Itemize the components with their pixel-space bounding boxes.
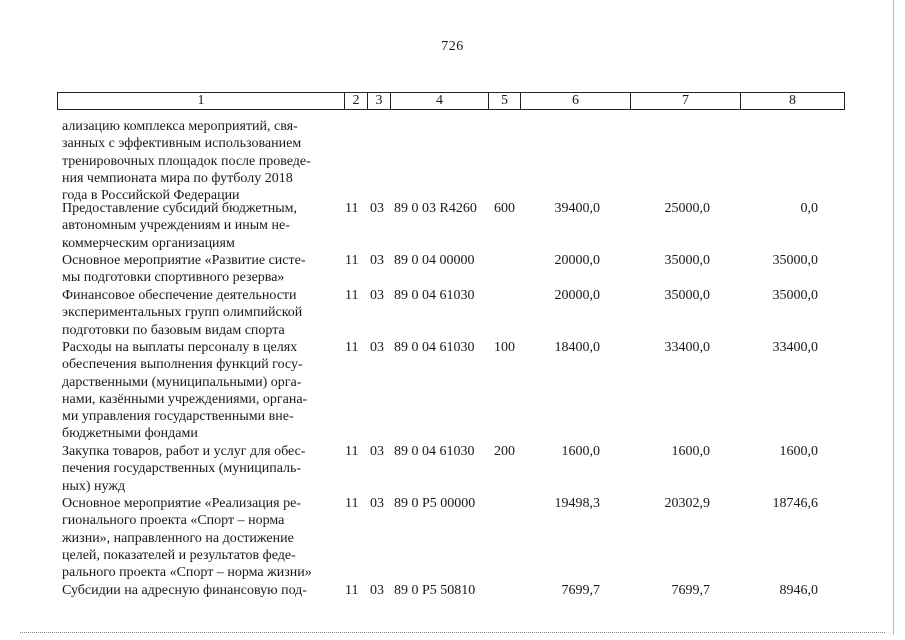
cell-amount-col8: 35000,0 <box>772 288 818 303</box>
cell-amount-col8: 33400,0 <box>772 340 818 355</box>
cell-section: 11 <box>345 288 359 303</box>
description-line: целей, показателей и результатов феде- <box>62 547 296 563</box>
cell-amount-col8: 35000,0 <box>772 253 818 268</box>
description-line: тренировочных площадок после проведе- <box>62 153 311 169</box>
cell-amount-col6: 19498,3 <box>554 496 600 511</box>
cell-section: 11 <box>345 496 359 511</box>
cell-section: 11 <box>345 583 359 598</box>
description-line: Предоставление субсидий бюджетным, <box>62 201 298 216</box>
cell-amount-col7: 1600,0 <box>671 444 710 459</box>
header-col-5: 5 <box>488 93 520 109</box>
cell-amount-col8: 1600,0 <box>779 444 818 459</box>
cell-subsection: 03 <box>370 201 384 216</box>
description-line: рального проекта «Спорт – норма жизни» <box>62 565 312 581</box>
description-line: Расходы на выплаты персоналу в целях <box>62 340 298 355</box>
description-line: Закупка товаров, работ и услуг для обес- <box>62 444 306 459</box>
cell-amount-col8: 8946,0 <box>779 583 818 598</box>
description-line: ния чемпионата мира по футболу 2018 <box>62 170 293 186</box>
description-line: подготовки по базовым видам спорта <box>62 322 285 338</box>
cell-amount-col6: 39400,0 <box>554 201 600 216</box>
cell-amount-col7: 33400,0 <box>664 340 710 355</box>
cell-expense-type: 100 <box>494 340 515 355</box>
cell-target-article: 89 0 03 R4260 <box>394 201 477 216</box>
description-line: ми управления государственными вне- <box>62 409 294 425</box>
header-col-1: 1 <box>197 93 205 108</box>
cell-target-article: 89 0 P5 50810 <box>394 583 476 598</box>
description-line: бюджетными фондами <box>62 426 198 442</box>
description-line: обеспечения выполнения функций госу- <box>62 357 303 373</box>
cell-amount-col7: 25000,0 <box>664 201 710 216</box>
cell-target-article: 89 0 P5 00000 <box>394 496 476 511</box>
description-line: мы подготовки спортивного резерва» <box>62 270 285 286</box>
header-col-7: 7 <box>630 93 740 109</box>
description-line: нами, казёнными учреждениями, органа- <box>62 391 308 407</box>
description-line: занных с эффективным использованием <box>62 136 302 152</box>
cell-target-article: 89 0 04 61030 <box>394 340 475 355</box>
description-line: жизни», направленного на достижение <box>62 530 294 546</box>
row-description <box>62 200 334 252</box>
cell-expense-type: 600 <box>494 201 515 216</box>
description-line: года в Российской Федерации <box>62 188 240 204</box>
cell-amount-col7: 7699,7 <box>671 583 710 598</box>
cell-subsection: 03 <box>370 253 384 268</box>
description-line: Финансовое обеспечение деятельности <box>62 288 297 303</box>
row-description <box>62 443 334 495</box>
cell-section: 11 <box>345 444 359 459</box>
scan-bottom-edge <box>20 632 885 634</box>
cell-subsection: 03 <box>370 583 384 598</box>
page-number: 726 <box>441 39 464 54</box>
description-line: ализацию комплекса мероприятий, свя- <box>62 119 298 134</box>
cell-subsection: 03 <box>370 288 384 303</box>
cell-amount-col6: 20000,0 <box>554 253 600 268</box>
cell-subsection: 03 <box>370 496 384 511</box>
row-description <box>62 495 334 581</box>
cell-section: 11 <box>345 253 359 268</box>
cell-target-article: 89 0 04 61030 <box>394 444 475 459</box>
description-line: экспериментальных групп олимпийской <box>62 305 303 321</box>
cell-amount-col6: 18400,0 <box>554 340 600 355</box>
page-edge-line <box>893 0 894 635</box>
description-line: Основное мероприятие «Реализация ре- <box>62 496 301 511</box>
cell-expense-type: 200 <box>494 444 515 459</box>
header-col-3: 3 <box>367 93 390 109</box>
cell-amount-col6: 7699,7 <box>561 583 600 598</box>
description-line: Основное мероприятие «Развитие систе- <box>62 253 306 268</box>
header-col-4: 4 <box>390 93 488 109</box>
cell-target-article: 89 0 04 61030 <box>394 288 475 303</box>
cell-amount-col7: 35000,0 <box>664 253 710 268</box>
cell-amount-col8: 18746,6 <box>772 496 818 511</box>
cell-amount-col8: 0,0 <box>800 201 818 216</box>
row-description <box>62 339 334 443</box>
cell-amount-col6: 20000,0 <box>554 288 600 303</box>
cell-section: 11 <box>345 201 359 216</box>
table-header <box>57 92 845 110</box>
header-col-6: 6 <box>520 93 630 109</box>
description-line: автономным учреждениям и иным не- <box>62 218 290 234</box>
description-line: гионального проекта «Спорт – норма <box>62 513 285 529</box>
cell-amount-col7: 35000,0 <box>664 288 710 303</box>
description-line: ных) нужд <box>62 478 126 494</box>
header-col-8: 8 <box>740 93 844 109</box>
description-line: Субсидии на адресную финансовую под- <box>62 583 307 598</box>
cell-target-article: 89 0 04 00000 <box>394 253 475 268</box>
cell-subsection: 03 <box>370 340 384 355</box>
cell-amount-col7: 20302,9 <box>664 496 710 511</box>
row-description <box>62 118 334 204</box>
cell-section: 11 <box>345 340 359 355</box>
header-col-2: 2 <box>344 93 367 109</box>
row-description <box>62 582 334 599</box>
row-description <box>62 252 334 287</box>
description-line: дарственными (муниципальными) орга- <box>62 374 302 390</box>
cell-subsection: 03 <box>370 444 384 459</box>
description-line: печения государственных (муниципаль- <box>62 461 302 477</box>
cell-amount-col6: 1600,0 <box>561 444 600 459</box>
row-description <box>62 287 334 339</box>
description-line: коммерческим организациям <box>62 235 235 251</box>
